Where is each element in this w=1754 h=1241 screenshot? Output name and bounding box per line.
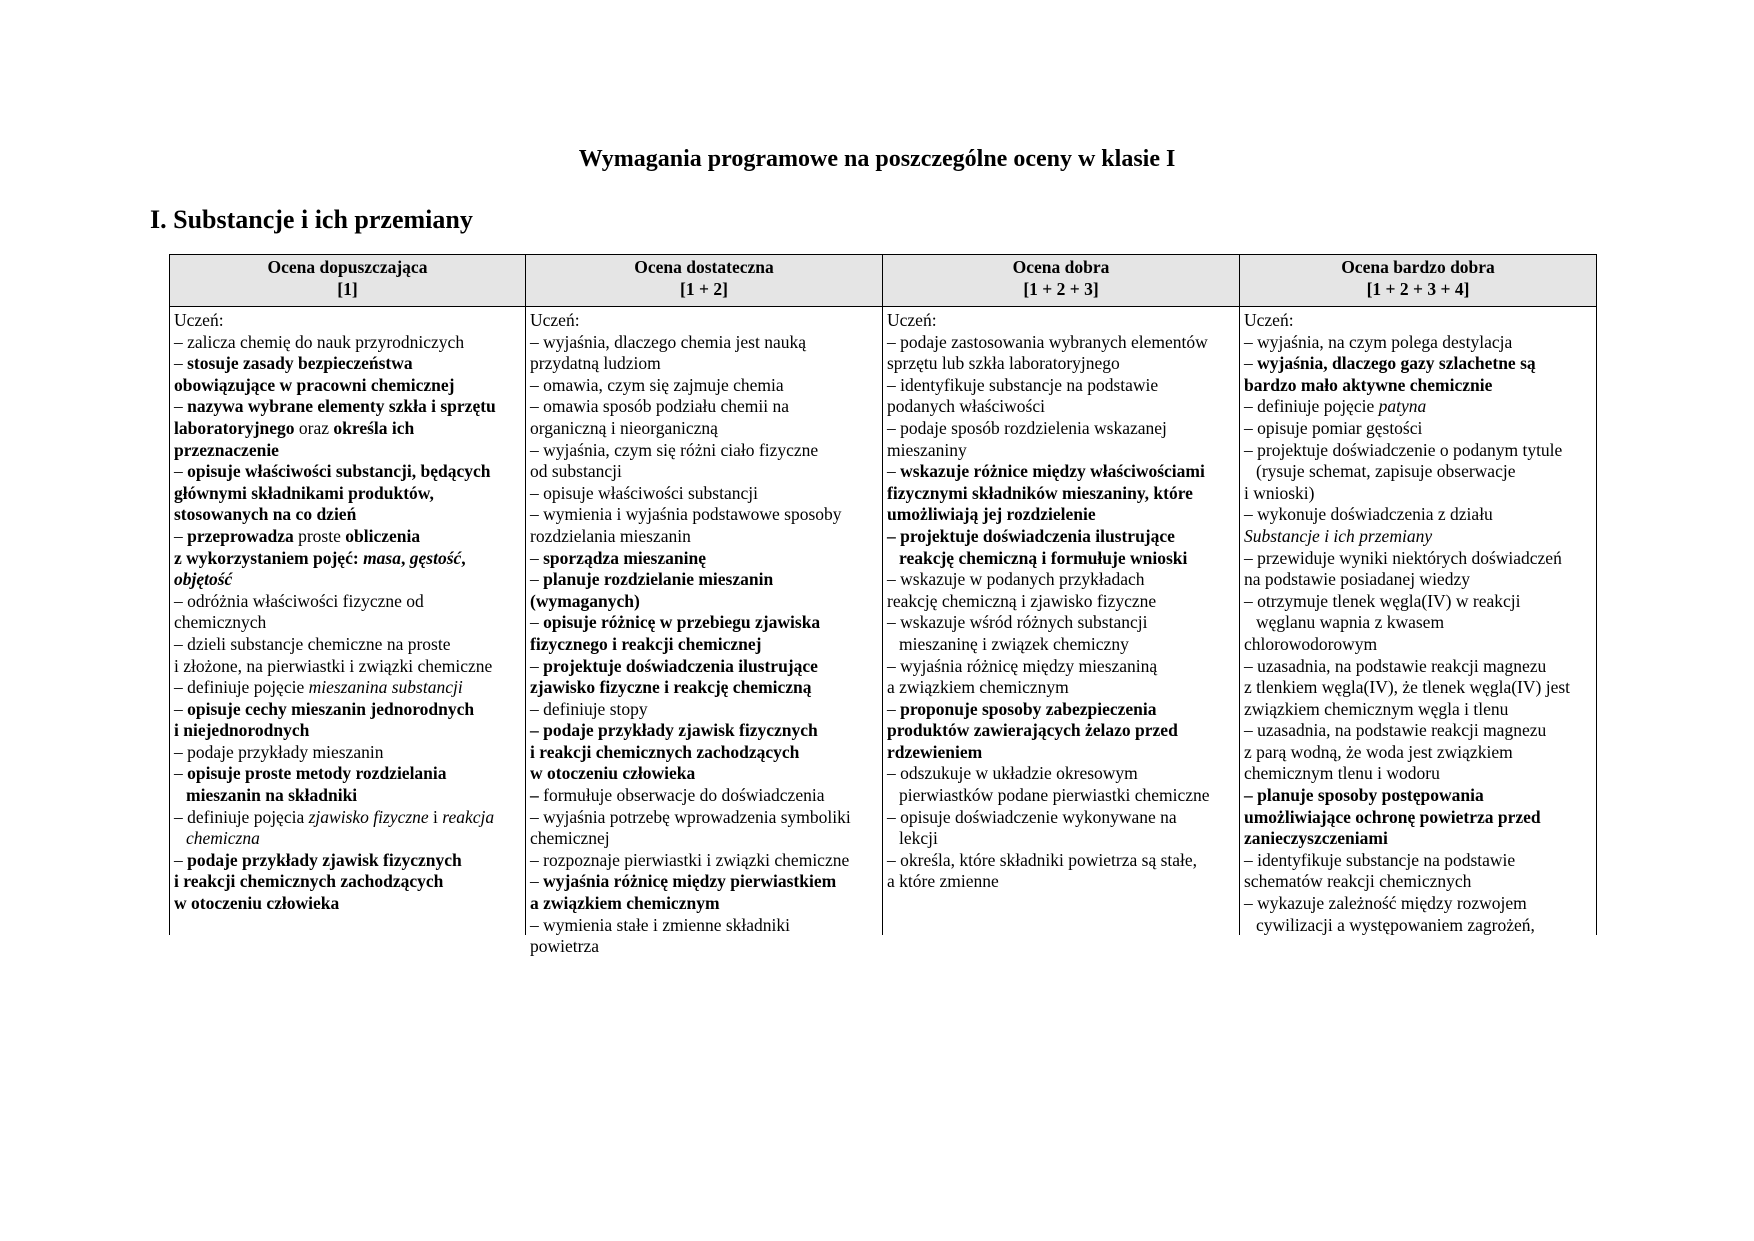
requirement-line [174,893,522,915]
requirement-text: mieszaninę i związek chemiczny [899,633,1129,654]
requirement-text: – identyfikuje substancje na podstawie [887,374,1159,395]
requirement-text: – wyjaśnia, dlaczego chemia jest nauką [530,331,807,352]
requirement-line [887,332,1236,354]
requirement-line [1244,591,1593,613]
requirement-text: zanieczyszczeniami [1244,828,1388,849]
requirement-line [1244,483,1593,505]
requirement-text: – podaje przykłady mieszanin [174,741,384,762]
requirement-text: – [530,655,544,676]
requirement-text: laboratoryjnego [174,417,295,438]
requirement-text: projektuje doświadczenia ilustrujące [543,655,818,676]
requirements-cell-dobra [883,307,1240,935]
requirement-line [174,504,522,526]
requirement-text: opisuje różnicę w przebiegu zjawiska [543,612,821,633]
requirement-text: obowiązujące w pracowni chemicznej [174,374,455,395]
requirement-text: – wymienia i wyjaśnia podstawowe sposoby [530,504,842,525]
requirement-text: podanych właściwości [887,396,1045,417]
requirement-text: bardzo mało aktywne chemicznie [1244,374,1493,395]
requirement-line [887,699,1236,721]
requirement-line [530,936,879,958]
requirement-line [1244,375,1593,397]
requirement-line [1244,461,1593,483]
requirement-text: reakcję chemiczną i zjawisko fizyczne [887,590,1157,611]
requirement-text: – [174,353,188,374]
requirement-text: – [174,763,188,784]
requirement-text: – podaje przykłady zjawisk fizycznych [530,720,818,741]
requirement-text: stosowanych na co dzień [174,504,357,525]
requirement-line [887,871,1236,893]
requirement-text: masa [363,547,401,568]
requirement-line [530,720,879,742]
requirement-line [174,591,522,613]
requirement-line [1244,310,1593,332]
requirement-line [887,828,1236,850]
column-header-title: Ocena dobra [1012,257,1110,277]
requirement-text: z wykorzystaniem pojęć: [174,547,364,568]
requirement-text: – definiuje stopy [530,698,648,719]
requirement-line [887,763,1236,785]
requirement-line [887,548,1236,570]
requirement-text: , [461,547,466,568]
requirement-text: – opisuje pomiar gęstości [1244,417,1423,438]
requirement-line [174,763,522,785]
requirement-text: – wskazuje w podanych przykładach [887,569,1145,590]
requirement-text: określa ich [333,417,415,438]
requirement-text: – [887,698,901,719]
requirement-text: proponuje sposoby zabezpieczenia [900,698,1157,719]
requirement-text: – identyfikuje substancje na podstawie [1244,849,1516,870]
requirement-text: sporządza mieszaninę [543,547,706,568]
requirement-text: Uczeń: [1244,310,1294,330]
requirement-text: wyjaśnia, dlaczego gazy szlachetne są [1257,353,1536,374]
requirement-text: – [174,461,188,482]
requirement-line [174,396,522,418]
requirement-text: węglanu wapnia z kwasem [1256,612,1445,633]
requirement-text: – definiuje pojęcie [174,677,309,698]
requirement-text: w otoczeniu człowieka [530,763,696,784]
requirement-line [530,915,879,937]
requirement-text: lekcji [899,828,938,849]
requirement-line [1244,656,1593,678]
requirement-text: umożliwiające ochronę powietrza przed [1244,806,1541,827]
requirement-line [887,612,1236,634]
requirement-line [1244,828,1593,850]
requirement-text: – [530,569,544,590]
requirement-line [530,612,879,634]
requirement-text: – omawia sposób podziału chemii na [530,396,790,417]
requirement-text: patyna [1378,396,1427,417]
requirement-text: – uzasadnia, na podstawie reakcji magnezu [1244,655,1547,676]
requirement-text: , [401,547,410,568]
requirement-line [1244,548,1593,570]
requirement-line [887,634,1236,656]
requirement-line [530,677,879,699]
requirement-text: – [174,698,188,719]
requirement-line [887,742,1236,764]
requirement-text: związkiem chemicznym węgla i tlenu [1244,698,1509,719]
requirement-text: – odszukuje w układzie okresowym [887,763,1138,784]
requirement-line [174,440,522,462]
requirement-line [1244,612,1593,634]
column-header-level: [1] [337,278,358,299]
requirement-text: i niejednorodnych [174,720,310,741]
requirement-line [887,785,1236,807]
requirement-text: (wymaganych) [530,590,640,611]
requirement-line [530,375,879,397]
requirement-text: a związkiem chemicznym [530,893,720,914]
requirement-line [1244,850,1593,872]
requirement-text: z parą wodną, że woda jest związkiem [1244,741,1513,762]
requirement-text: umożliwiają jej rozdzielenie [887,504,1096,525]
requirement-text: nazywa wybrane elementy szkła i sprzętu [187,396,496,417]
column-header-dostateczna [526,255,883,307]
requirement-text: – [530,612,544,633]
requirement-text: Uczeń: [887,310,937,330]
requirement-line [530,569,879,591]
requirement-line [1244,332,1593,354]
requirement-line [174,634,522,656]
requirement-text: fizycznymi składników mieszaniny, które [887,482,1193,503]
requirement-line [530,418,879,440]
requirement-line [1244,353,1593,375]
requirement-text: – wykonuje doświadczenia z działu [1244,504,1493,525]
column-header-level: [1 + 2 + 3] [1023,278,1099,299]
requirement-line [174,310,522,332]
requirement-line [530,828,879,850]
column-header-level: [1 + 2] [680,278,728,299]
requirement-text: – opisuje właściwości substancji [530,482,758,503]
requirement-text: – planuje sposoby postępowania [1244,785,1484,806]
requirement-text: – [174,396,188,417]
requirement-line [174,332,522,354]
requirement-text: chemicznych [174,612,267,633]
requirement-text: a które zmienne [887,871,999,892]
requirement-text: w otoczeniu człowieka [174,893,340,914]
requirement-line [887,461,1236,483]
requirement-text: – dzieli substancje chemiczne na proste [174,633,451,654]
requirement-text: chemicznym tlenu i wodoru [1244,763,1440,784]
requirement-text: – określa, które składniki powietrza są stałe, [887,849,1198,870]
requirement-line [174,548,522,570]
requirement-line [174,785,522,807]
requirement-text: – podaje sposób rozdzielenia wskazanej [887,417,1167,438]
requirement-line [887,569,1236,591]
requirement-line [887,418,1236,440]
requirement-text: Uczeń: [530,310,580,330]
requirement-text: chlorowodorowym [1244,633,1378,654]
section-title: I. Substancje i ich przemiany [150,205,473,234]
requirement-line [530,332,879,354]
column-header-dobra [883,255,1240,307]
requirement-line [1244,418,1593,440]
requirements-table [169,254,1597,957]
requirement-line [887,850,1236,872]
column-header-title: Ocena bardzo dobra [1341,257,1495,277]
requirement-line [174,375,522,397]
requirement-text: powietrza [530,936,599,957]
requirement-text: – [530,871,544,892]
requirement-line [530,461,879,483]
requirement-line [1244,526,1593,548]
requirement-text: mieszanina substancji [308,677,463,698]
requirement-line [1244,871,1593,893]
requirement-text: opisuje cechy mieszanin jednorodnych [187,698,475,719]
requirement-text: – definiuje pojęcie [1244,396,1379,417]
requirement-text: i reakcji chemicznych zachodzących [530,741,800,762]
requirement-line [887,310,1236,332]
requirement-text: – projektuje doświadczenia ilustrujące [887,525,1175,546]
requirement-text: opisuje właściwości substancji, będących [187,461,491,482]
requirement-text: – [530,785,539,806]
column-header-title: Ocena dostateczna [634,257,774,277]
requirement-line [174,612,522,634]
requirement-text: reakcję chemiczną i formułuje wnioski [899,547,1188,568]
requirement-line [1244,915,1593,937]
requirement-text: – odróżnia właściwości fizyczne od [174,590,424,611]
requirement-line [530,353,879,375]
requirement-text: z tlenkiem węgla(IV), że tlenek węgla(IV) jest [1244,677,1571,698]
requirement-text: Uczeń: [174,310,224,330]
requirement-line [887,375,1236,397]
requirement-text: – zalicza chemię do nauk przyrodniczych [174,331,465,352]
requirement-text: – wyjaśnia, czym się różni ciało fizyczne [530,439,819,460]
requirement-line [887,483,1236,505]
column-header-title: Ocena dopuszczająca [267,257,428,277]
requirement-text: – [530,547,544,568]
requirement-text: pierwiastków podane pierwiastki chemiczne [899,785,1210,806]
requirement-line [530,893,879,915]
requirement-text: zjawisko fizyczne i reakcję chemiczną [530,677,812,698]
requirement-line [887,396,1236,418]
requirement-text: – otrzymuje tlenek węgla(IV) w reakcji [1244,590,1521,611]
requirement-line [530,310,879,332]
requirement-text: – [887,461,901,482]
requirement-text: formułuje obserwacje do doświadczenia [538,785,825,806]
requirement-text: – wykazuje zależność między rozwojem [1244,893,1527,914]
requirement-line [1244,742,1593,764]
requirement-line [1244,763,1593,785]
requirement-text: oraz [294,417,334,438]
requirement-text: stosuje zasady bezpieczeństwa [187,353,413,374]
requirement-line [530,807,879,829]
requirement-text: – omawia, czym się zajmuje chemia [530,374,784,395]
requirement-text: – przewiduje wyniki niektórych doświadczeń [1244,547,1562,568]
requirement-line [887,440,1236,462]
requirement-line [174,353,522,375]
requirement-text: – wyjaśnia potrzebę wprowadzenia symboliki [530,806,851,827]
requirements-cell-bardzo-dobra [1240,307,1597,935]
requirement-line [530,548,879,570]
requirement-text: – wymienia stałe i zmienne składniki [530,914,791,935]
requirement-text: – wyjaśnia różnicę między mieszaniną [887,655,1158,676]
requirement-line [1244,699,1593,721]
requirement-text: – wskazuje wśród różnych substancji [887,612,1148,633]
page-title: Wymagania programowe na poszczególne oceny w klasie I [578,146,1176,172]
requirement-line [174,569,522,591]
requirement-line [530,763,879,785]
requirement-line [174,483,522,505]
requirement-line [530,634,879,656]
requirement-text: i złożone, na pierwiastki i związki chemiczne [174,655,493,676]
requirement-text: a związkiem chemicznym [887,677,1069,698]
requirement-text: – projektuje doświadczenie o podanym tytule [1244,439,1563,460]
requirement-line [1244,785,1593,807]
requirement-line [530,850,879,872]
requirement-text: organiczną i nieorganiczną [530,417,718,438]
requirement-line [530,440,879,462]
requirement-line [174,720,522,742]
requirement-text: planuje rozdzielanie mieszanin [543,569,774,590]
requirement-text: cywilizacji a występowaniem zagrożeń, [1256,914,1535,935]
requirement-text: przeprowadza [187,525,294,546]
requirement-text: gęstość [409,547,462,568]
requirement-text: chemicznej [530,828,610,849]
requirement-text: objętość [174,569,233,590]
requirement-text: i wnioski) [1244,482,1315,503]
requirement-text: sprzętu lub szkła laboratoryjnego [887,353,1120,374]
requirement-line [174,418,522,440]
requirement-line [887,656,1236,678]
requirement-text: fizycznego i reakcji chemicznej [530,633,762,654]
requirement-line [174,461,522,483]
requirement-line [887,807,1236,829]
column-header-level: [1 + 2 + 3 + 4] [1366,278,1470,299]
requirement-text: – definiuje pojęcia [174,806,309,827]
requirement-line [174,742,522,764]
requirement-line [887,720,1236,742]
requirement-line [1244,396,1593,418]
requirement-line [887,526,1236,548]
requirement-line [1244,504,1593,526]
requirement-text: i [428,806,443,827]
requirement-text: przydatną ludziom [530,353,661,374]
requirement-line [174,699,522,721]
requirement-text: wyjaśnia różnicę między pierwiastkiem [543,871,837,892]
requirement-line [1244,677,1593,699]
requirement-text: – [174,525,188,546]
requirement-line [174,656,522,678]
requirement-line [887,504,1236,526]
requirement-text: opisuje proste metody rozdzielania [187,763,447,784]
requirement-text: – rozpoznaje pierwiastki i związki chemiczne [530,849,850,870]
requirement-line [174,871,522,893]
requirements-cell-dostateczna [526,307,883,957]
requirement-text: rozdzielania mieszanin [530,525,691,546]
requirement-text: wskazuje różnice między właściwościami [900,461,1205,482]
requirement-line [1244,634,1593,656]
requirement-line [1244,893,1593,915]
column-header-bardzo-dobra [1240,255,1597,307]
requirement-line [174,526,522,548]
requirement-text: podaje przykłady zjawisk fizycznych [187,849,462,870]
requirement-line [1244,440,1593,462]
requirement-line [174,850,522,872]
requirement-text: Substancje i ich przemiany [1244,525,1433,546]
requirement-line [530,396,879,418]
requirement-text: – wyjaśnia, na czym polega destylacja [1244,331,1513,352]
requirement-text: (rysuje schemat, zapisuje obserwacje [1256,461,1516,482]
requirement-text: obliczenia [345,525,421,546]
requirement-line [887,353,1236,375]
requirement-text: – uzasadnia, na podstawie reakcji magnezu [1244,720,1547,741]
requirement-line [530,504,879,526]
requirement-line [530,656,879,678]
requirement-line [174,828,522,850]
requirement-line [530,742,879,764]
requirement-line [1244,807,1593,829]
requirement-text: mieszaniny [887,439,967,460]
requirement-line [530,699,879,721]
requirement-line [530,483,879,505]
requirement-text: chemiczna [186,828,260,849]
requirement-text: schematów reakcji chemicznych [1244,871,1472,892]
requirement-text: – [1244,353,1258,374]
requirement-line [530,785,879,807]
requirement-text: mieszanin na składniki [186,785,358,806]
requirement-text: od substancji [530,461,622,482]
requirement-line [530,871,879,893]
column-header-dopuszczajaca [170,255,526,307]
requirement-text: produktów zawierających żelazo przed [887,720,1178,741]
requirement-text: i reakcji chemicznych zachodzących [174,871,444,892]
requirement-text: – opisuje doświadczenie wykonywane na [887,806,1177,827]
requirement-text: na podstawie posiadanej wiedzy [1244,569,1470,590]
requirement-text: – [174,849,188,870]
requirements-cell-dopuszczajaca [170,307,526,935]
requirement-text: – podaje zastosowania wybranych elementów [887,331,1208,352]
requirement-line [1244,720,1593,742]
requirement-text: głównymi składnikami produktów, [174,482,434,503]
requirement-text: rdzewieniem [887,741,983,762]
requirement-text: zjawisko fizyczne [308,806,429,827]
requirement-line [174,677,522,699]
requirement-text: przeznaczenie [174,439,279,460]
requirement-line [887,677,1236,699]
requirement-line [174,807,522,829]
requirement-line [530,526,879,548]
requirement-line [1244,569,1593,591]
requirement-line [887,591,1236,613]
requirement-text: proste [293,525,346,546]
requirement-text: reakcja [442,806,495,827]
requirement-line [530,591,879,613]
